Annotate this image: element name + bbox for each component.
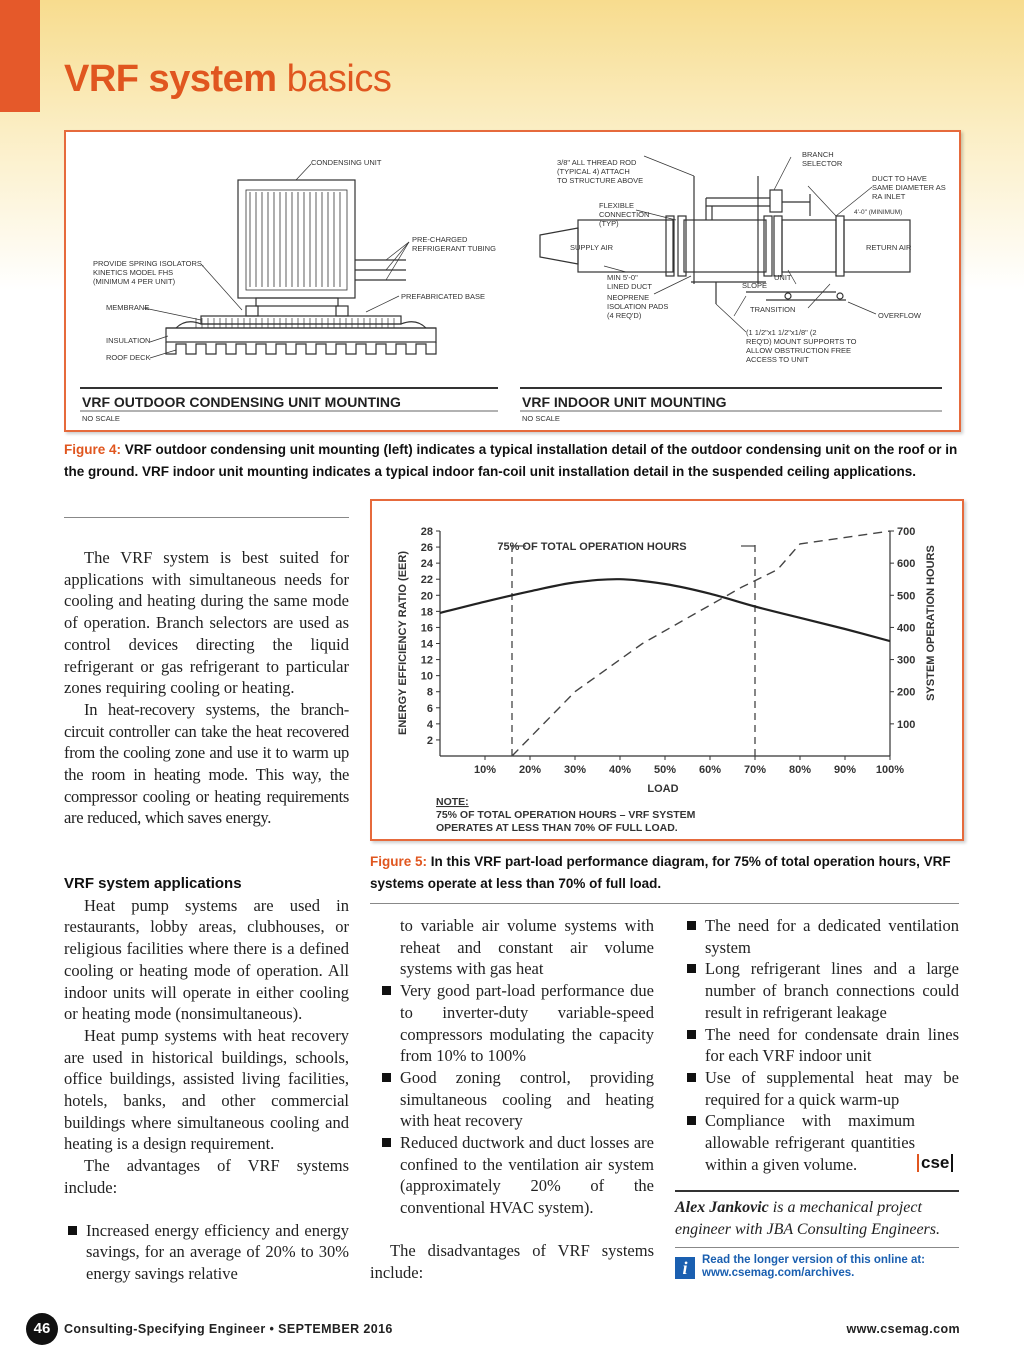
label-prefab-base: PREFABRICATED BASE bbox=[401, 292, 486, 301]
title-light: basics bbox=[286, 58, 392, 100]
y-tick-label: 8 bbox=[426, 686, 433, 699]
list-item: Long refrigerant lines and a large number of branch connections could result in refrigerant leakage bbox=[683, 958, 959, 1023]
list-item: The need for a dedicated ventilation system bbox=[683, 915, 959, 958]
label-lined-duct-2: LINED DUCT bbox=[607, 282, 653, 291]
x-axis-label: LOAD bbox=[647, 783, 679, 795]
list-item: Reduced ductwork and duct losses are confined to the ventilation air system (approximately 20% of the conventional HVAC system). bbox=[378, 1132, 654, 1219]
label-flexible-1: FLEXIBLE bbox=[599, 201, 635, 210]
divider bbox=[370, 903, 959, 904]
label-duct-1: DUCT TO HAVE bbox=[872, 174, 927, 183]
section-heading: VRF system applications bbox=[64, 875, 242, 892]
paragraph: In heat-recovery systems, the branch-circuit controller can take the heat recovered from the cooling zone and use it to warm up the room in heating mode. This way, the compressor cooling or heating requirements are reduced, which saves energy. bbox=[64, 699, 349, 828]
author-bio-text: is a mechanical project engineer with JBA Consulting Engineers. bbox=[675, 1199, 941, 1238]
footer-publication: Consulting-Specifying Engineer • SEPTEMBER 2016 bbox=[64, 1322, 393, 1336]
label-membrane: MEMBRANE bbox=[106, 303, 150, 312]
series-line-eer bbox=[440, 579, 890, 641]
y-tick-label: 22 bbox=[420, 574, 433, 587]
list-item: Increased energy efficiency and energy savings, for an average of 20% to 30% energy savings relative bbox=[64, 1220, 349, 1285]
info-icon: i bbox=[675, 1257, 695, 1279]
column-2 bbox=[370, 915, 654, 1283]
info-link[interactable]: www.csemag.com/archives. bbox=[702, 1267, 855, 1279]
x-tick-label: 100% bbox=[875, 764, 905, 776]
list-item: Use of supplemental heat may be required for a quick warm-up bbox=[683, 1067, 959, 1110]
figure-5-caption-label: Figure 5: bbox=[370, 854, 428, 869]
list-item: Compliance with maximum allowable refrigerant quantities within a given volume. bbox=[683, 1110, 959, 1175]
note-line-2: OPERATES AT LESS THAN 70% OF FULL LOAD. bbox=[436, 822, 678, 834]
x-tick-label: 20% bbox=[518, 764, 542, 776]
label-insulation: INSULATION bbox=[106, 336, 151, 345]
y2-tick-label: 600 bbox=[897, 558, 916, 571]
label-supply-air: SUPPLY AIR bbox=[570, 243, 614, 252]
info-text[interactable] bbox=[702, 1254, 957, 1280]
label-slope: SLOPE bbox=[742, 281, 768, 290]
paragraph: to variable air volume systems with reheat and constant air volume systems with gas heat bbox=[400, 916, 654, 979]
label-condensing-unit: CONDENSING UNIT bbox=[311, 158, 382, 167]
label-supports-3: ALLOW OBSTRUCTION FREE bbox=[746, 346, 852, 355]
title-bold: VRF system bbox=[64, 58, 277, 100]
y-tick-label: 10 bbox=[420, 670, 433, 683]
y-tick-label: 16 bbox=[420, 622, 433, 635]
annotation-label: 75% OF TOTAL OPERATION HOURS bbox=[497, 541, 687, 553]
paragraph: The VRF system is best suited for applications with simultaneous needs for cooling and heating during the same mode of operation. Branch selectors are used as control devices directing the liquid refrigerant or gas refrigerant to particular zones requiring cooling or heating. bbox=[64, 548, 349, 698]
figure-4-caption-text: VRF outdoor condensing unit mounting (left) indicates a typical installation detail of the outdoor condensing unit on the roof or in the ground. VRF indoor unit mounting indicates a typical indoor fan-coil unit installation detail in the suspended ceiling applications. bbox=[64, 442, 958, 479]
figure-4-right-title: VRF INDOOR UNIT MOUNTING bbox=[522, 394, 727, 410]
label-neoprene-2: ISOLATION PADS bbox=[607, 302, 669, 311]
divider bbox=[64, 517, 349, 518]
label-unit: UNIT bbox=[774, 273, 792, 282]
y-axis-label: ENERGY EFFICIENCY RATIO (EER) bbox=[397, 551, 409, 735]
label-flexible-3: (TYP) bbox=[599, 219, 619, 228]
label-transition: TRANSITION bbox=[750, 305, 796, 314]
x-tick-label: 60% bbox=[698, 764, 722, 776]
paragraph: Heat pump systems are used in restaurants, lobby areas, clubhouses, or religious facilities where there is a defined cooling or heating mode of operation. All indoor units will operate in either cooling or heating mode (nonsimultaneous). bbox=[64, 895, 349, 1024]
label-isolators-1: PROVIDE SPRING ISOLATORS, bbox=[93, 259, 204, 268]
label-lined-duct-1: MIN 5'-0" bbox=[607, 273, 638, 282]
label-branch-2: SELECTOR bbox=[802, 159, 843, 168]
figure-4-caption-label: Figure 4: bbox=[64, 442, 122, 457]
label-thread-rod-3: TO STRUCTURE ABOVE bbox=[557, 176, 644, 185]
list-item: The need for condensate drain lines for each VRF indoor unit bbox=[683, 1024, 959, 1067]
y-tick-label: 6 bbox=[426, 702, 433, 715]
label-supports-4: ACCESS TO UNIT bbox=[746, 355, 809, 364]
label-overflow: OVERFLOW bbox=[878, 311, 921, 320]
y-tick-label: 12 bbox=[420, 654, 433, 667]
author-bio bbox=[675, 1197, 959, 1241]
column-1-top bbox=[64, 547, 349, 829]
label-precharged-2: REFRIGERANT TUBING bbox=[412, 244, 496, 253]
page-title bbox=[64, 58, 391, 101]
paragraph: The advantages of VRF systems include: bbox=[64, 1156, 349, 1197]
x-tick-label: 80% bbox=[788, 764, 812, 776]
label-flexible-2: CONNECTION bbox=[599, 210, 650, 219]
divider bbox=[675, 1190, 959, 1192]
y-tick-label: 2 bbox=[426, 734, 433, 747]
column-1-bottom bbox=[64, 873, 349, 1285]
y-tick-label: 18 bbox=[420, 606, 433, 619]
y-tick-label: 14 bbox=[420, 638, 433, 651]
y-tick-label: 4 bbox=[426, 718, 433, 731]
figure-5-chart bbox=[372, 501, 962, 839]
figure-4-left-scale: NO SCALE bbox=[82, 414, 120, 423]
figure-5 bbox=[370, 499, 964, 841]
figure-5-caption-text: In this VRF part-load performance diagram, for 75% of total operation hours, VRF systems operate at less than 70% of full load. bbox=[370, 854, 951, 891]
x-tick-label: 50% bbox=[653, 764, 677, 776]
figure-4 bbox=[64, 130, 961, 432]
y2-tick-label: 300 bbox=[897, 654, 916, 667]
x-tick-label: 90% bbox=[833, 764, 857, 776]
figure-4-drawing bbox=[66, 132, 959, 430]
y2-tick-label: 700 bbox=[897, 526, 916, 538]
figure-4-right-scale: NO SCALE bbox=[522, 414, 560, 423]
label-duct-3: RA INLET bbox=[872, 192, 906, 201]
x-tick-label: 30% bbox=[563, 764, 587, 776]
footer-website: www.csemag.com bbox=[846, 1322, 960, 1336]
author-name: Alex Jankovic bbox=[675, 1199, 769, 1216]
paragraph: The disadvantages of VRF systems include: bbox=[370, 1240, 654, 1282]
note-line-1: 75% OF TOTAL OPERATION HOURS – VRF SYSTEM bbox=[436, 809, 696, 821]
accent-bar bbox=[0, 0, 40, 112]
y-tick-label: 26 bbox=[420, 542, 433, 555]
paragraph: Heat pump systems with heat recovery are used in historical buildings, schools, office buildings, assisted living facilities, hotels, banks, and other commercial buildings where simultaneous cooling and heating is a design requirement. bbox=[64, 1025, 349, 1154]
info-line-1: Read the longer version of this online at: bbox=[702, 1254, 925, 1266]
y2-tick-label: 500 bbox=[897, 590, 916, 603]
list-item: Very good part-load performance due to inverter-duty variable-speed compressors modulating the capacity from 10% to 100% bbox=[378, 980, 654, 1067]
x-tick-label: 70% bbox=[743, 764, 767, 776]
figure-5-caption bbox=[370, 851, 960, 895]
label-isolators-3: (MINIMUM 4 PER UNIT) bbox=[93, 277, 176, 286]
y2-tick-label: 400 bbox=[897, 622, 916, 635]
figure-4-caption bbox=[64, 439, 959, 483]
figure-4-left-title: VRF OUTDOOR CONDENSING UNIT MOUNTING bbox=[82, 394, 401, 410]
y-tick-label: 28 bbox=[420, 526, 433, 538]
label-roof-deck: ROOF DECK bbox=[106, 353, 151, 362]
label-neoprene-3: (4 REQ'D) bbox=[607, 311, 642, 320]
divider bbox=[675, 1247, 959, 1248]
label-supports-2: REQ'D) MOUNT SUPPORTS TO bbox=[746, 337, 857, 346]
label-branch-1: BRANCH bbox=[802, 150, 834, 159]
x-tick-label: 10% bbox=[473, 764, 497, 776]
cse-logo: cse bbox=[917, 1154, 953, 1172]
column-3 bbox=[683, 915, 959, 1175]
label-supports-1: (1 1/2"x1 1/2"x1/8" (2 bbox=[746, 328, 817, 337]
series-line-operation-hours bbox=[512, 531, 890, 756]
x-tick-label: 40% bbox=[608, 764, 632, 776]
note-title: NOTE: bbox=[436, 796, 469, 808]
list-item: Good zoning control, providing simultaneous cooling and heating with heat recovery bbox=[378, 1067, 654, 1132]
y2-axis-label: SYSTEM OPERATION HOURS bbox=[925, 545, 937, 701]
page-number: 46 bbox=[26, 1313, 58, 1345]
y-tick-label: 20 bbox=[420, 590, 433, 603]
label-precharged-1: PRE-CHARGED bbox=[412, 235, 468, 244]
y2-tick-label: 100 bbox=[897, 718, 916, 731]
label-thread-rod-2: (TYPICAL 4) ATTACH bbox=[557, 167, 630, 176]
label-minimum: 4'-0" (MINIMUM) bbox=[854, 209, 903, 216]
label-neoprene-1: NEOPRENE bbox=[607, 293, 650, 302]
y-tick-label: 24 bbox=[420, 558, 433, 571]
label-isolators-2: KINETICS MODEL FHS bbox=[93, 268, 174, 277]
label-return-air: RETURN AIR bbox=[866, 243, 912, 252]
y2-tick-label: 200 bbox=[897, 686, 916, 699]
label-thread-rod-1: 3/8" ALL THREAD ROD bbox=[557, 158, 637, 167]
label-duct-2: SAME DIAMETER AS bbox=[872, 183, 946, 192]
condensing-unit-shape bbox=[238, 180, 355, 298]
